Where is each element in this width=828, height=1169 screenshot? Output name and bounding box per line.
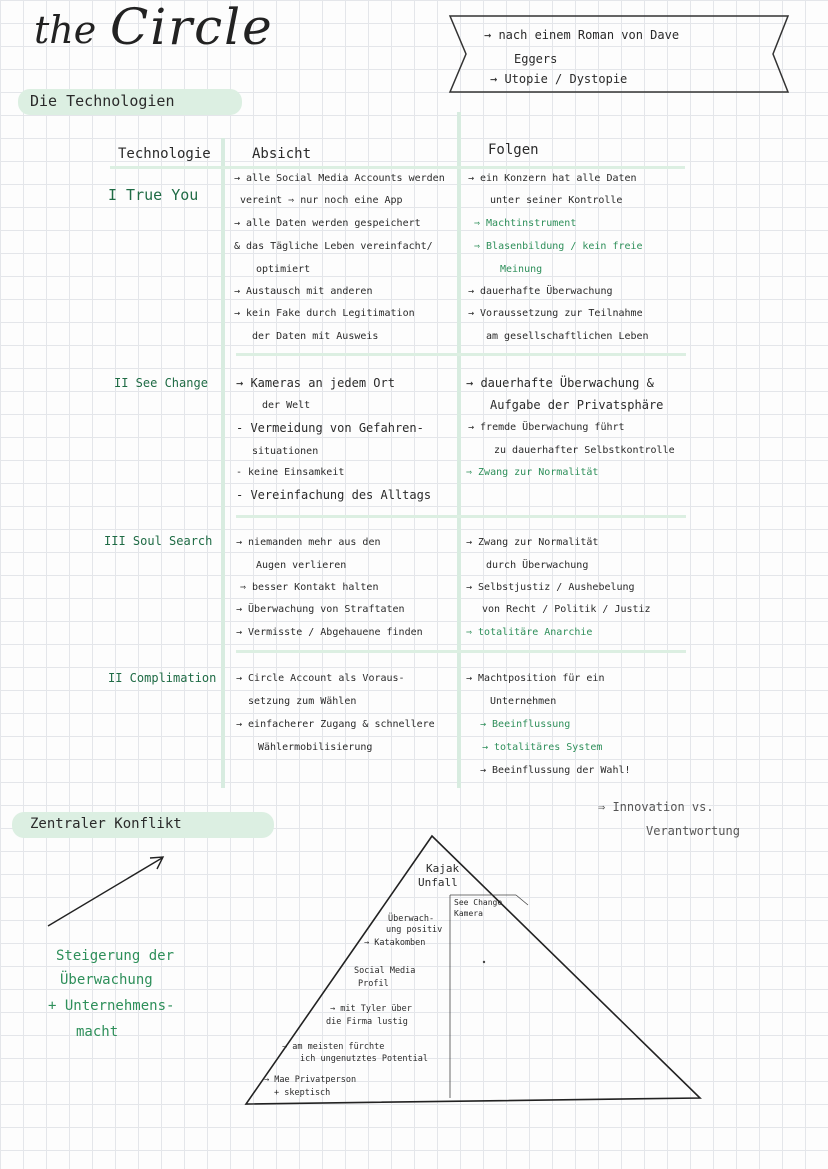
pyramid-top-line-1: Kajak [426,862,460,875]
conflict-left-line-2: Überwachung [60,972,153,988]
column-divider-1 [221,138,225,788]
pyramid-level-1-line-2: ung positiv [386,925,443,935]
folgen-line: durch Überwachung [486,560,589,571]
absicht-line: → alle Daten werden gespeichert [234,218,421,229]
row-name-true-you: I True You [108,186,199,204]
absicht-line: → Kameras an jedem Ort [236,376,395,390]
absicht-line: ⇒ besser Kontakt halten [240,582,379,593]
folgen-line: Meinung [500,264,543,275]
absicht-line: setzung zum Wählen [248,696,357,707]
absicht-line: & das Tägliche Leben vereinfacht/ [234,241,433,252]
folgen-line: ⇒ Blasenbildung / kein freie [474,241,643,252]
folgen-line: → Voraussetzung zur Teilnahme [468,308,643,319]
absicht-line: → Überwachung von Straftaten [236,604,405,615]
column-header-folgen: Folgen [488,142,539,158]
folgen-line: → fremde Überwachung führt [468,422,625,433]
title-the: the [34,8,97,52]
pyramid-level-2-line-2: Profil [358,979,389,989]
folgen-line: → dauerhafte Überwachung & [466,376,654,390]
row-name-soul-search: III Soul Search [104,534,213,548]
row-divider-3 [236,650,686,653]
folgen-line: von Recht / Politik / Justiz [482,604,651,615]
column-header-absicht: Absicht [252,146,312,162]
absicht-line: → alle Social Media Accounts werden [234,173,445,184]
row-name-see-change: II See Change [114,376,208,390]
folgen-line: → Beeinflussung der Wahl! [480,765,631,776]
pyramid-see-change-1: See Change [454,898,503,907]
conflict-left-line-1: Steigerung der [56,948,175,964]
folgen-line: Aufgabe der Privatsphäre [490,398,664,412]
pyramid-level-2-line-1: Social Media [354,966,416,976]
pyramid-level-4-line-1: → am meisten fürchte [282,1042,385,1052]
folgen-line: Unternehmen [490,696,557,707]
absicht-line: - Vereinfachung des Alltags [236,488,432,502]
absicht-line: der Daten mit Ausweis [252,331,379,342]
absicht-line: → kein Fake durch Legitimation [234,308,415,319]
conclusion-line-2: Verantwortung [646,824,740,838]
absicht-line: vereint ⇒ nur noch eine App [240,195,403,206]
conflict-left-line-3: + Unternehmens- [48,998,175,1014]
pyramid-level-3-line-2: die Firma lustig [326,1017,408,1027]
row-divider-2 [236,515,686,518]
absicht-line: → Circle Account als Voraus- [236,673,405,684]
folgen-line: ⇒ Zwang zur Normalität [466,467,599,478]
conflict-label: Zentraler Konflikt [30,816,182,832]
absicht-line: situationen [252,446,319,457]
info-line-1: → nach einem Roman von Dave [484,28,680,42]
conflict-left-line-4: macht [76,1024,119,1040]
row-name-complimation: II Complimation [108,671,217,685]
info-box [448,14,778,92]
title-circle: Circle [110,0,274,56]
absicht-line: - keine Einsamkeit [236,467,345,478]
absicht-line: Wählermobilisierung [258,742,373,753]
row-divider-1 [236,353,686,356]
pyramid-level-4-line-2: ich ungenutztes Potential [300,1054,428,1064]
absicht-line: der Welt [262,400,311,411]
folgen-line: → dauerhafte Überwachung [468,286,613,297]
pyramid-level-5-line-1: → Mae Privatperson [264,1075,357,1085]
folgen-line: ⇒ totalitäre Anarchie [466,627,593,638]
pyramid-level-5-line-2: + skeptisch [274,1088,331,1098]
folgen-line: unter seiner Kontrolle [490,195,623,206]
absicht-line: optimiert [256,264,311,275]
pyramid-top-line-2: Unfall [418,876,458,889]
info-line-3: → Utopie / Dystopie [490,72,628,86]
folgen-line: → ein Konzern hat alle Daten [468,173,637,184]
folgen-line: am gesellschaftlichen Leben [486,331,649,342]
folgen-line: → Machtposition für ein [466,673,605,684]
folgen-line: zu dauerhafter Selbstkontrolle [494,445,675,456]
absicht-line: Augen verlieren [256,560,347,571]
conclusion-line-1: ⇒ Innovation vs. [598,800,714,814]
pyramid-level-1-line-1: Überwach- [388,914,435,924]
folgen-line: → Selbstjustiz / Aushebelung [466,582,635,593]
absicht-line: → einfacherer Zugang & schnellere [236,719,435,730]
absicht-line: → Vermisste / Abgehauene finden [236,627,423,638]
row-divider-header [110,166,685,169]
folgen-line: → Beeinflussung [480,719,571,730]
column-divider-2 [457,112,461,788]
pyramid-see-change-2: Kamera [454,909,483,918]
info-line-2: Eggers [514,52,558,66]
pyramid-level-3-line-1: → mit Tyler über [330,1004,412,1014]
folgen-line: → totalitäres System [482,742,603,753]
absicht-line: → Austausch mit anderen [234,286,373,297]
absicht-line: → niemanden mehr aus den [236,537,381,548]
pyramid-level-1-line-3: → Katakomben [364,938,426,948]
section-label: Die Technologien [30,92,175,110]
folgen-line: ⇒ Machtinstrument [474,218,577,229]
folgen-line: → Zwang zur Normalität [466,537,599,548]
column-header-technologie: Technologie [118,146,211,162]
absicht-line: - Vermeidung von Gefahren- [236,421,424,435]
